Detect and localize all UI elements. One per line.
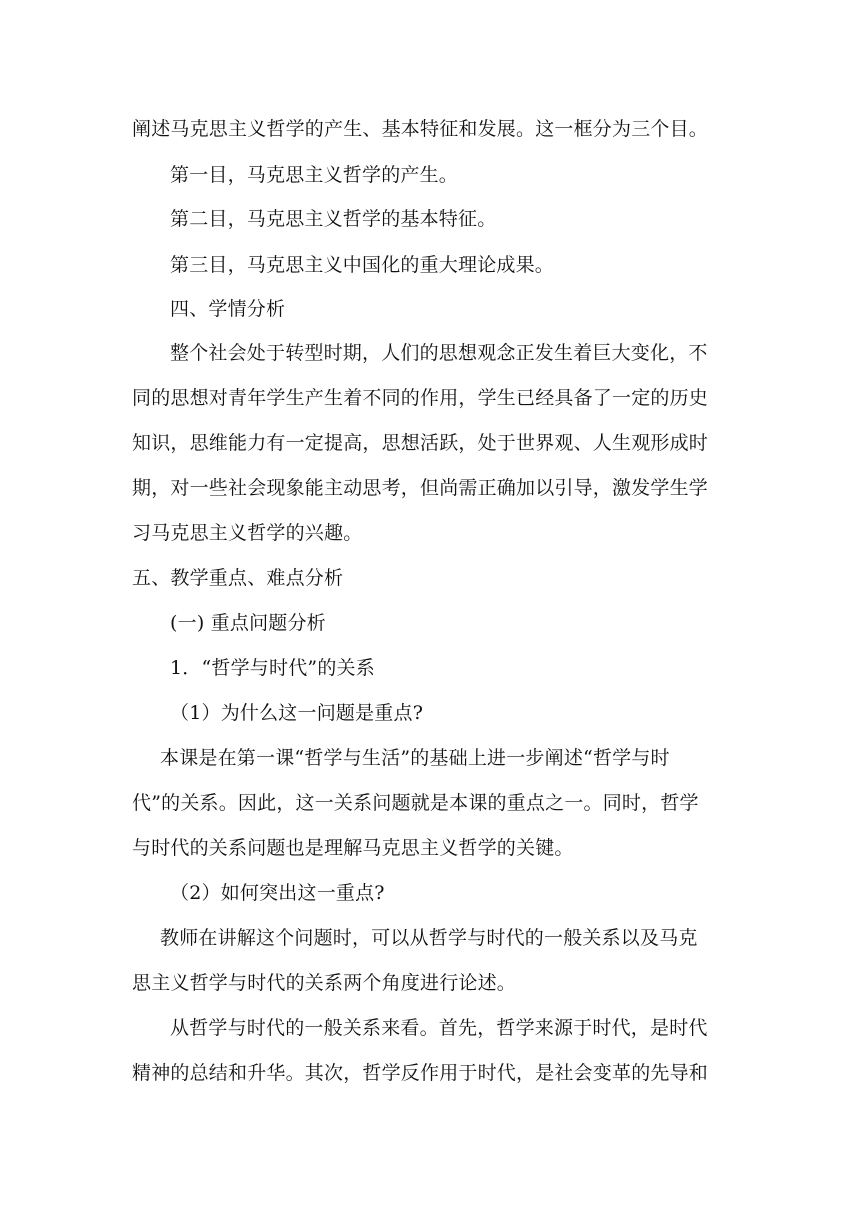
text-line: 思主义哲学与时代的关系两个角度进行论述。 <box>132 972 517 994</box>
text-line: 与时代的关系问题也是理解马克思主义哲学的关键。 <box>132 837 574 859</box>
text-line: 从哲学与时代的一般关系来看。首先，哲学来源于时代，是时代 <box>170 1017 708 1039</box>
text-line: 阐述马克思主义哲学的产生、基本特征和发展。这一框分为三个目。 <box>132 118 709 140</box>
text-line: 知识，思维能力有一定提高，思想活跃，处于世界观、人生观形成时 <box>132 432 709 454</box>
question-heading: （1）为什么这一问题是重点? <box>170 702 424 724</box>
text-line: 第一目，马克思主义哲学的产生。 <box>170 164 459 186</box>
section-heading: 五、教学重点、难点分析 <box>132 567 344 589</box>
text-line: 代”的关系。因此，这一关系问题就是本课的重点之一。同时，哲学 <box>132 792 699 814</box>
item-heading: 1．“哲学与时代”的关系 <box>170 657 375 679</box>
text-line: 习马克思主义哲学的兴趣。 <box>132 522 363 544</box>
subsection-heading: (一) 重点问题分析 <box>170 612 326 634</box>
text-line: 整个社会处于转型时期，人们的思想观念正发生着巨大变化，不 <box>170 342 708 364</box>
text-line: 同的思想对青年学生产生着不同的作用，学生已经具备了一定的历史 <box>132 387 709 409</box>
section-heading: 四、学情分析 <box>170 298 286 320</box>
text-line: 第二目，马克思主义哲学的基本特征。 <box>170 208 497 230</box>
text-line: 第三目，马克思主义中国化的重大理论成果。 <box>170 254 555 276</box>
text-line: 期，对一些社会现象能主动思考，但尚需正确加以引导，激发学生学 <box>132 477 709 499</box>
question-heading: （2）如何突出这一重点? <box>170 882 385 904</box>
text-line: 精神的总结和升华。其次，哲学反作用于时代，是社会变革的先导和 <box>132 1062 709 1084</box>
text-line: 教师在讲解这个问题时，可以从哲学与时代的一般关系以及马克 <box>160 927 698 949</box>
text-line: 本课是在第一课“哲学与生活”的基础上进一步阐述“哲学与时 <box>160 747 670 769</box>
